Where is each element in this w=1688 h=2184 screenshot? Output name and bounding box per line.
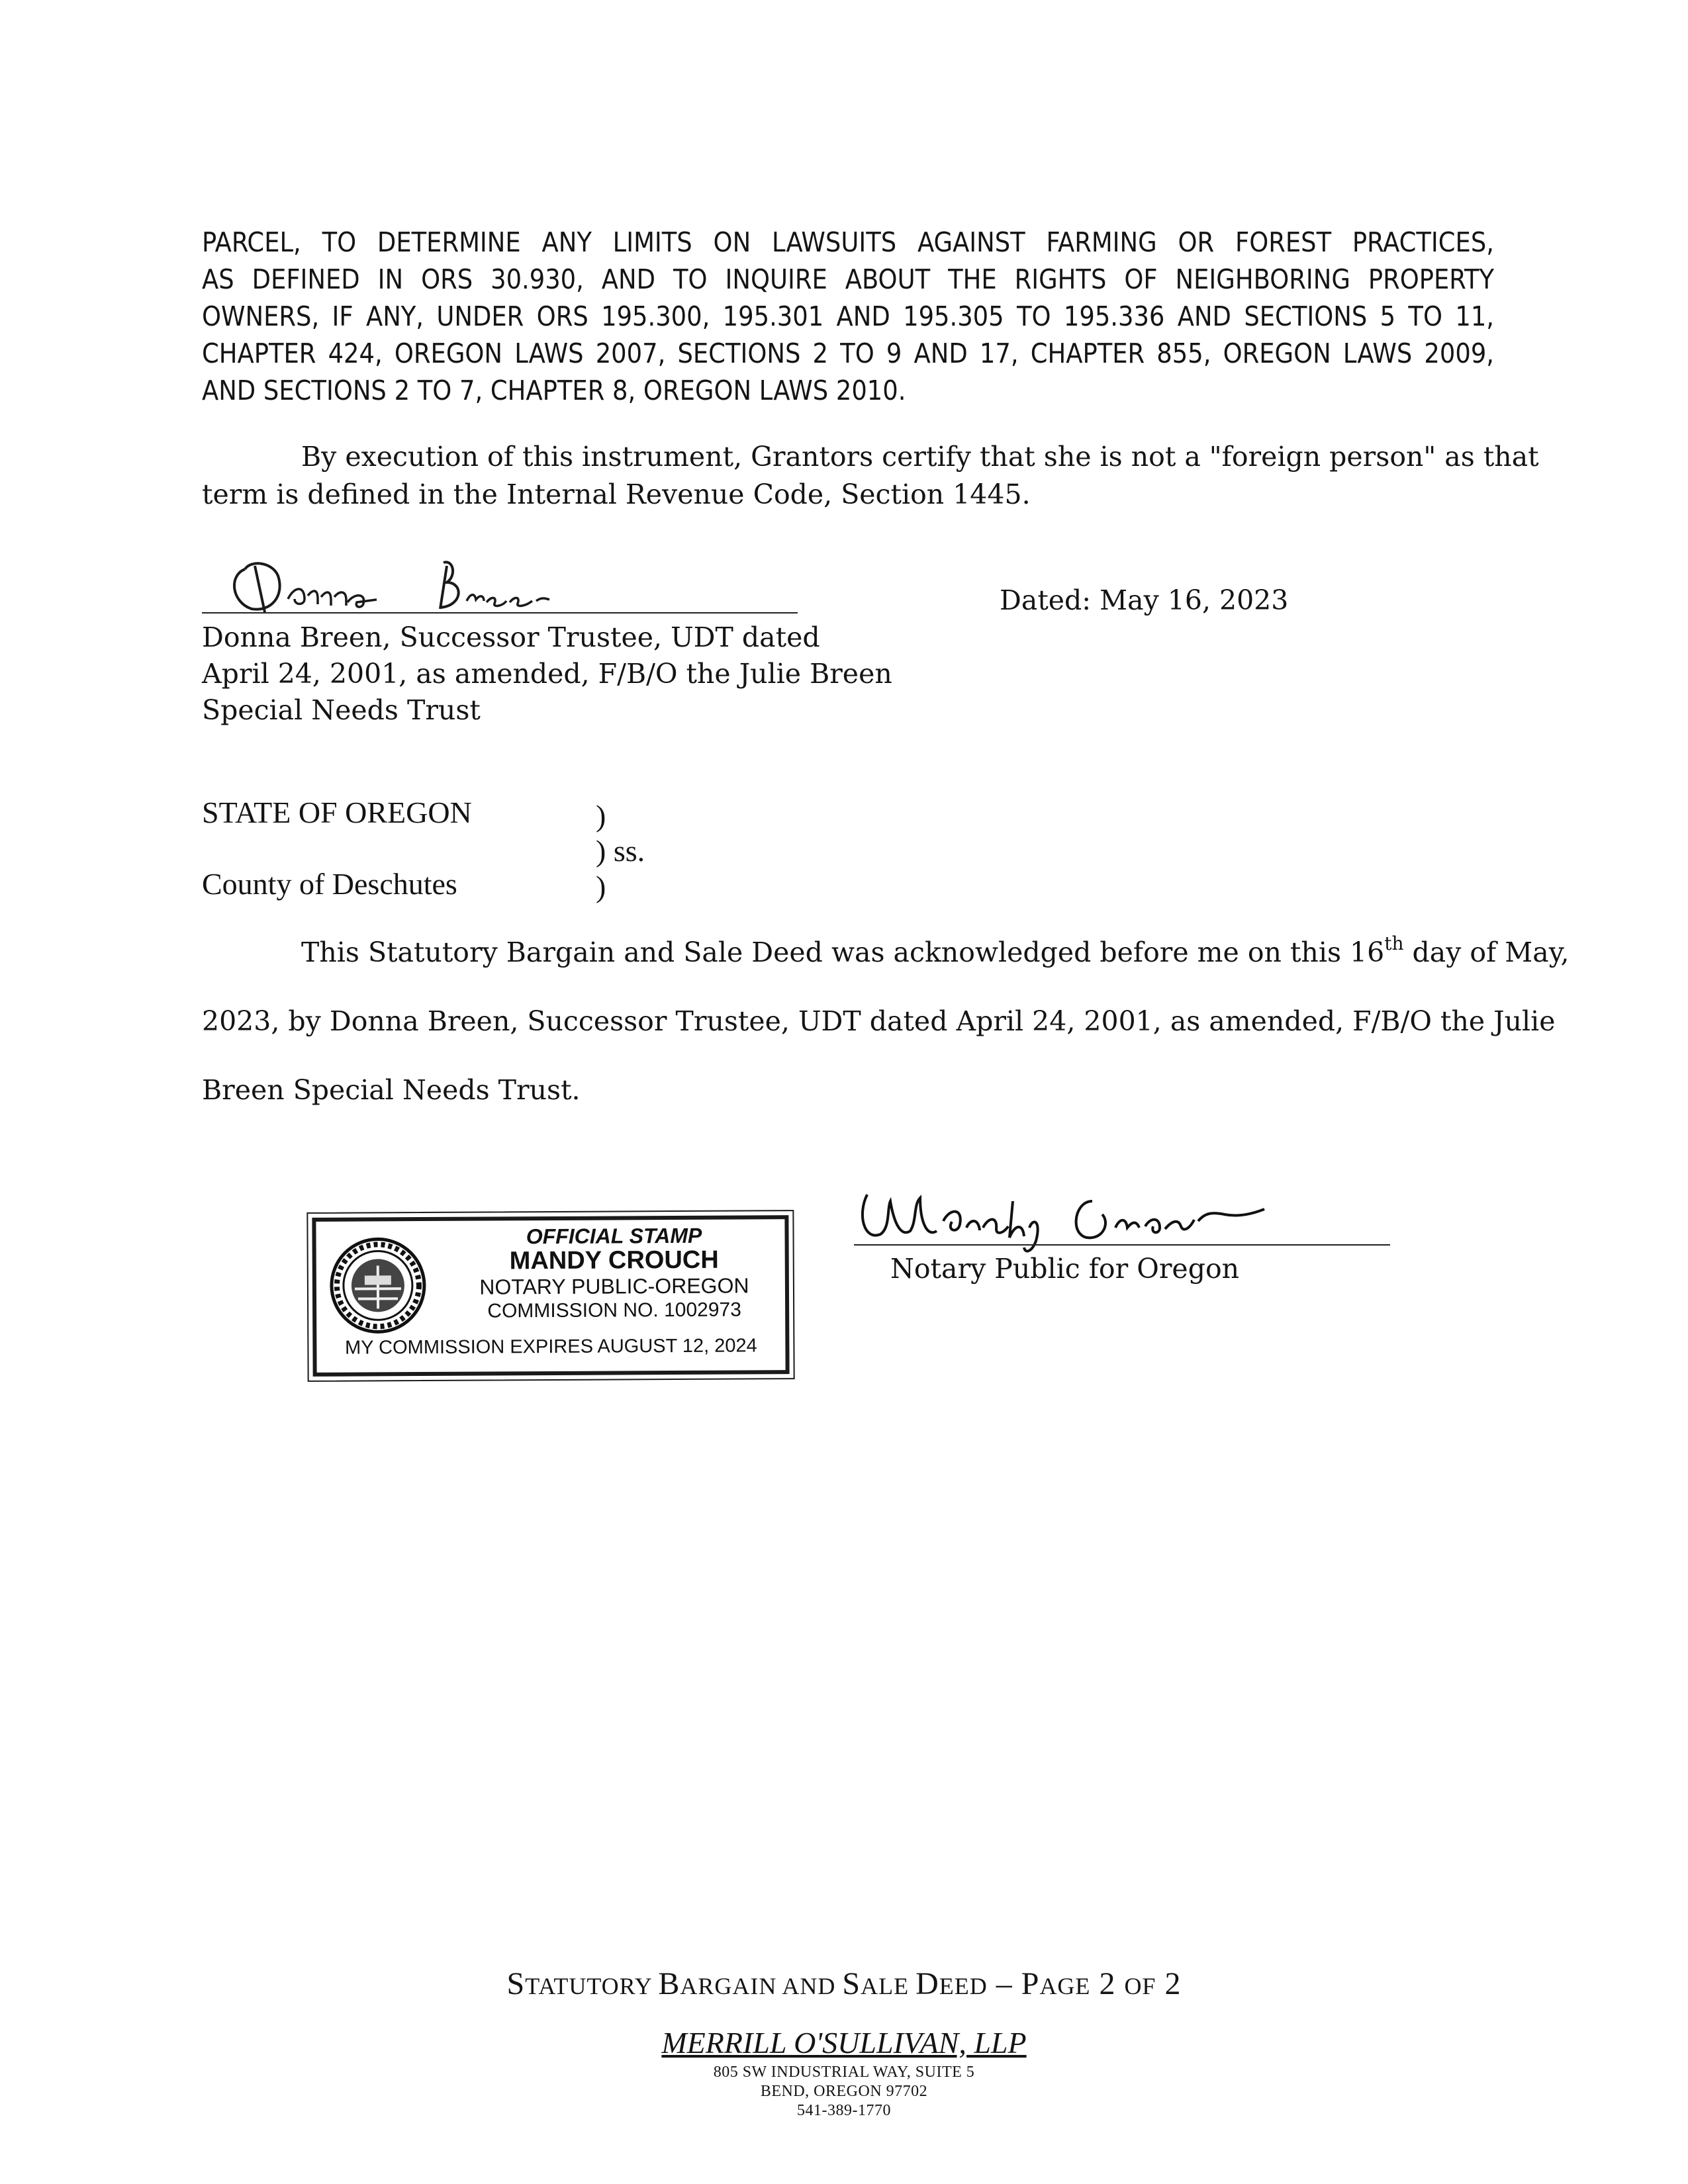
footer-title-part: P xyxy=(1021,1966,1040,2001)
footer-title-part: 2 xyxy=(1156,1966,1182,2001)
firm-name: MERRILL O'SULLIVAN, LLP xyxy=(661,2026,1027,2060)
firm-address-line: BEND, OREGON 97702 xyxy=(760,2083,928,2100)
ack-text: This Statutory Bargain and Sale Deed was acknowledged before me on this 16 xyxy=(301,936,1385,968)
grantor-name-line: Special Needs Trust xyxy=(202,694,481,726)
disclosure-line: AS DEFINED IN ORS 30.930, AND TO INQUIRE ABOUT THE RIGHTS OF NEIGHBORING PROPERTY xyxy=(202,263,1494,295)
acknowledgment-line-1 xyxy=(202,933,1570,968)
footer-title-part: TATUTORY xyxy=(525,1973,659,1999)
stamp-expiration: MY COMMISSION EXPIRES AUGUST 12, 2024 xyxy=(344,1335,757,1359)
footer-title-part: ARGAIN AND xyxy=(680,1973,843,1999)
grantor-name-line: April 24, 2001, as amended, F/B/O the Julie Breen xyxy=(202,658,892,690)
footer-title-part: S xyxy=(842,1966,861,2001)
footer-title-part: OF xyxy=(1124,1973,1156,1999)
notary-signature xyxy=(854,1175,1331,1254)
disclosure-line: CHAPTER 424, OREGON LAWS 2007, SECTIONS 2 TO 9 AND 17, CHAPTER 855, OREGON LAWS 2009, xyxy=(202,338,1494,369)
notary-signature-line xyxy=(854,1244,1390,1246)
firm-phone: 541-389-1770 xyxy=(797,2102,891,2119)
grantor-signature-line xyxy=(202,612,798,614)
ack-text: day of May, xyxy=(1403,936,1570,968)
disclosure-line: PARCEL, TO DETERMINE ANY LIMITS ON LAWSUITS AGAINST FARMING OR FOREST PRACTICES, xyxy=(202,226,1494,258)
footer-page-title xyxy=(0,1966,1688,2002)
footer-title-part: EED xyxy=(939,1973,988,1999)
oregon-state-seal-icon xyxy=(328,1236,428,1336)
grantor-name-block xyxy=(202,619,892,729)
certification-line: By execution of this instrument, Grantors certify that she is not a "foreign person" as that xyxy=(301,441,1539,473)
grantor-signature xyxy=(225,549,596,622)
certification-line: term is defined in the Internal Revenue Code, Section 1445. xyxy=(202,478,1031,510)
disclosure-line: AND SECTIONS 2 TO 7, CHAPTER 8, OREGON LAWS 2010. xyxy=(202,375,906,406)
certification-paragraph xyxy=(202,438,1539,514)
stamp-role: NOTARY PUBLIC-OREGON xyxy=(479,1273,749,1299)
firm-address-line: 805 SW INDUSTRIAL WAY, SUITE 5 xyxy=(713,2064,975,2081)
footer-title-part: AGE xyxy=(1039,1973,1091,1999)
dated-label: Dated: May 16, 2023 xyxy=(1000,584,1289,616)
venue-paren-top: ) xyxy=(596,799,606,833)
footer-title-part: D xyxy=(915,1966,939,2001)
venue-county: County of Deschutes xyxy=(202,867,457,901)
notary-caption: Notary Public for Oregon xyxy=(890,1253,1240,1285)
stamp-commission: COMMISSION NO. 1002973 xyxy=(487,1298,741,1322)
official-notary-stamp xyxy=(312,1215,789,1377)
venue-state: STATE OF OREGON xyxy=(202,796,472,829)
acknowledgment-line-2: 2023, by Donna Breen, Successor Trustee, UDT dated April 24, 2001, as amended, F/B/O the Julie xyxy=(202,1005,1556,1037)
acknowledgment-line-3: Breen Special Needs Trust. xyxy=(202,1074,581,1106)
stamp-name: MANDY CROUCH xyxy=(509,1246,719,1275)
footer-title-part: 2 xyxy=(1090,1966,1125,2001)
disclosure-paragraph xyxy=(202,224,1494,409)
footer-title-part: S xyxy=(506,1966,526,2001)
venue-ss: ) ss. xyxy=(596,834,645,868)
footer-title-part: – xyxy=(987,1966,1021,2001)
ack-ordinal: th xyxy=(1384,933,1404,954)
grantor-name-line: Donna Breen, Successor Trustee, UDT dated xyxy=(202,621,820,653)
footer-title-part: ALE xyxy=(861,1973,916,1999)
venue-paren-bottom: ) xyxy=(596,870,606,903)
disclosure-line: OWNERS, IF ANY, UNDER ORS 195.300, 195.301 AND 195.305 TO 195.336 AND SECTIONS 5 TO 11, xyxy=(202,300,1494,332)
stamp-title: OFFICIAL STAMP xyxy=(526,1223,702,1249)
footer-title-part: B xyxy=(658,1966,680,2001)
